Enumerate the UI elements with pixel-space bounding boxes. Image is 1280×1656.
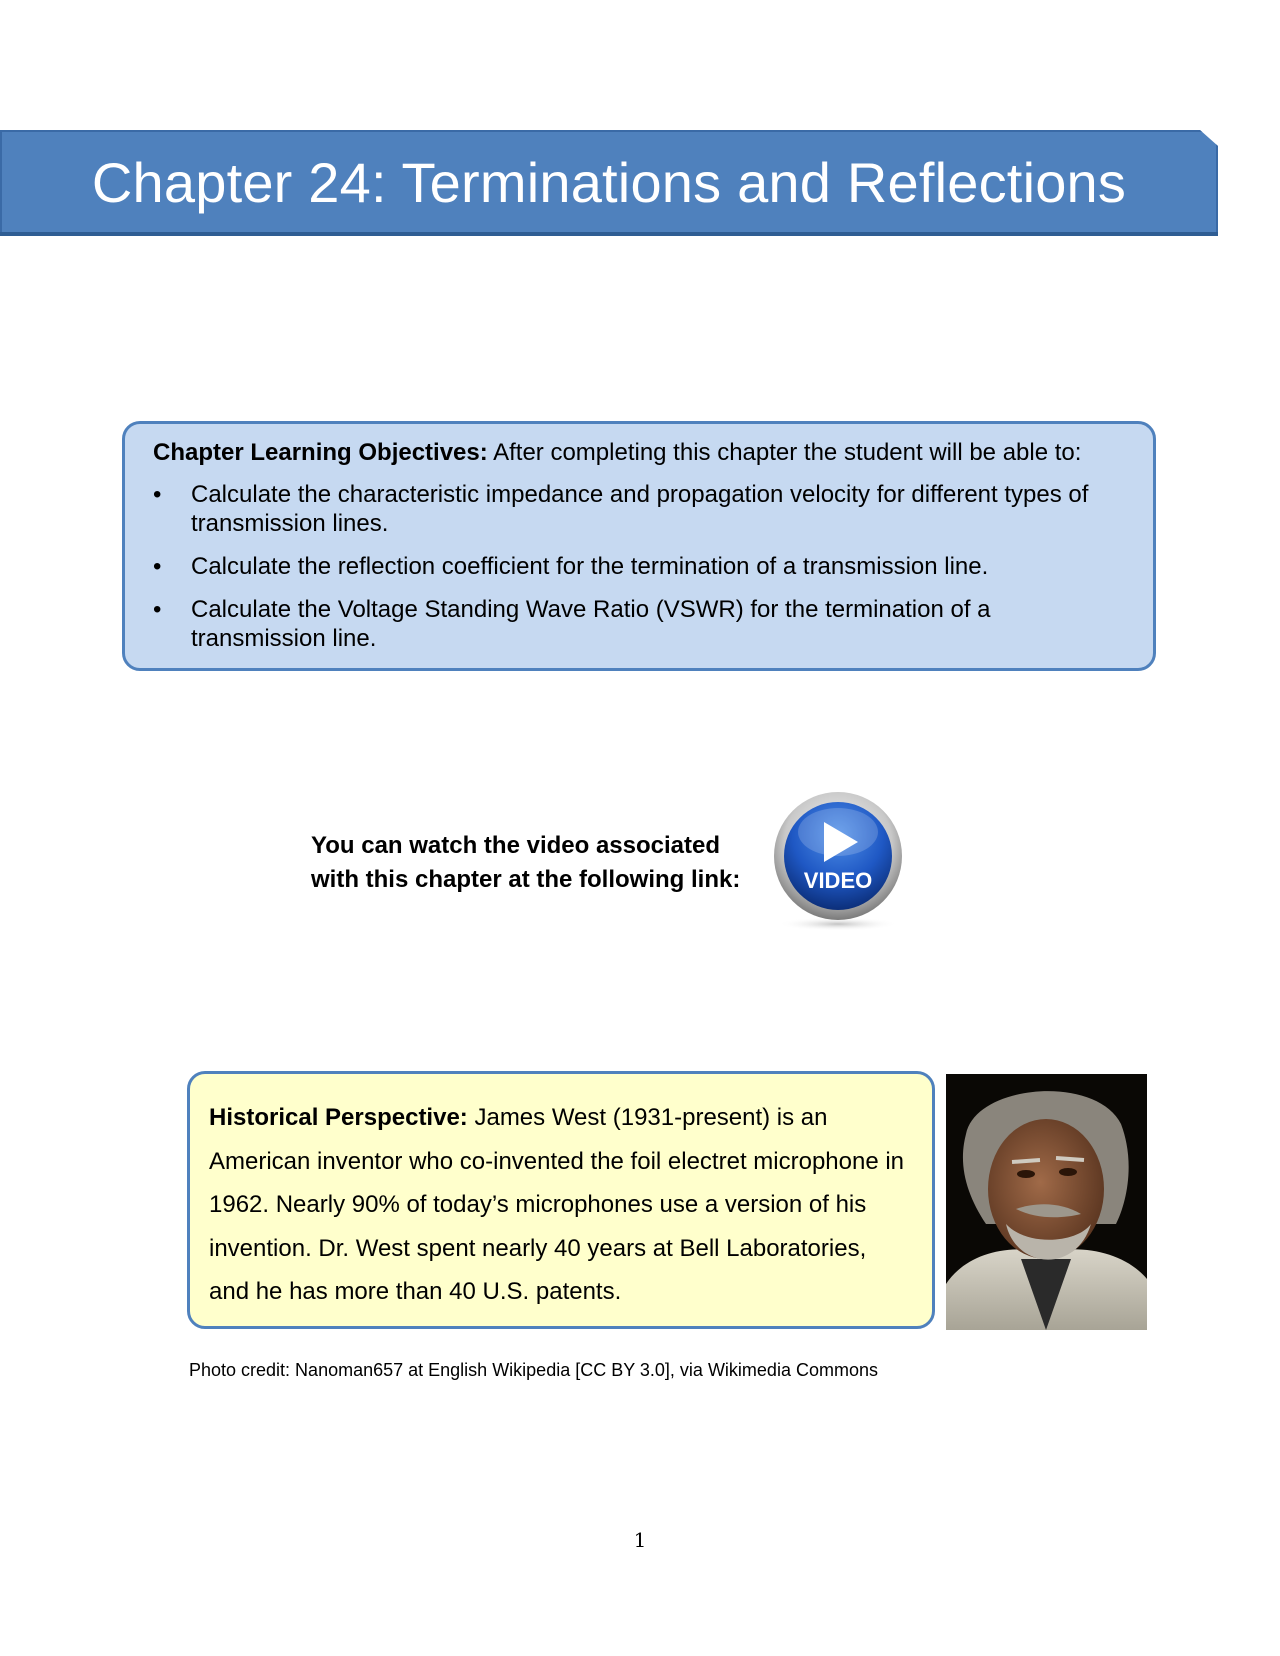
video-button-label: VIDEO: [803, 868, 873, 893]
objective-text: Calculate the reflection coefficient for the termination of a transmission line.: [191, 553, 989, 580]
chapter-title: Chapter 24: Terminations and Reflections: [91, 150, 1127, 214]
objectives-intro: [153, 438, 1127, 467]
objective-item: [153, 552, 1127, 581]
objectives-list: [153, 480, 1127, 653]
video-play-icon[interactable]: [770, 792, 906, 934]
history-heading: Historical Perspective:: [209, 1104, 468, 1131]
historical-perspective-box: [187, 1071, 935, 1329]
objective-item: [153, 595, 1127, 653]
objectives-intro-text: After completing this chapter the student will be able to:: [487, 439, 1082, 466]
video-prompt-line: with this chapter at the following link:: [311, 866, 741, 893]
page-number: 1: [633, 1528, 647, 1552]
objective-text: Calculate the characteristic impedance and propagation velocity for different types of transmission lines.: [191, 481, 1089, 537]
history-text: James West (1931-present) is an American inventor who co-invented the foil electret microphone in 1962. Nearly 90% of today’s microphones use a version of his invention. Dr. West spent nearly 40 years at Bell Laboratories, and he has more than 40 U.S. patents.: [209, 1104, 905, 1305]
portrait-photo: [946, 1074, 1147, 1330]
photo-credit: Photo credit: Nanoman657 at English Wikipedia [CC BY 3.0], via Wikimedia Commons: [189, 1360, 878, 1380]
video-prompt-line: You can watch the video associated: [311, 832, 721, 859]
objectives-heading: Chapter Learning Objectives:: [153, 439, 488, 466]
bullet-icon: •: [153, 481, 162, 508]
bullet-icon: •: [153, 553, 162, 580]
video-prompt: [311, 829, 771, 897]
objective-text: Calculate the Voltage Standing Wave Ratio (VSWR) for the termination of a transmission line.: [191, 596, 991, 652]
learning-objectives-box: [122, 421, 1156, 671]
bullet-icon: •: [153, 596, 162, 623]
objective-item: [153, 480, 1127, 538]
